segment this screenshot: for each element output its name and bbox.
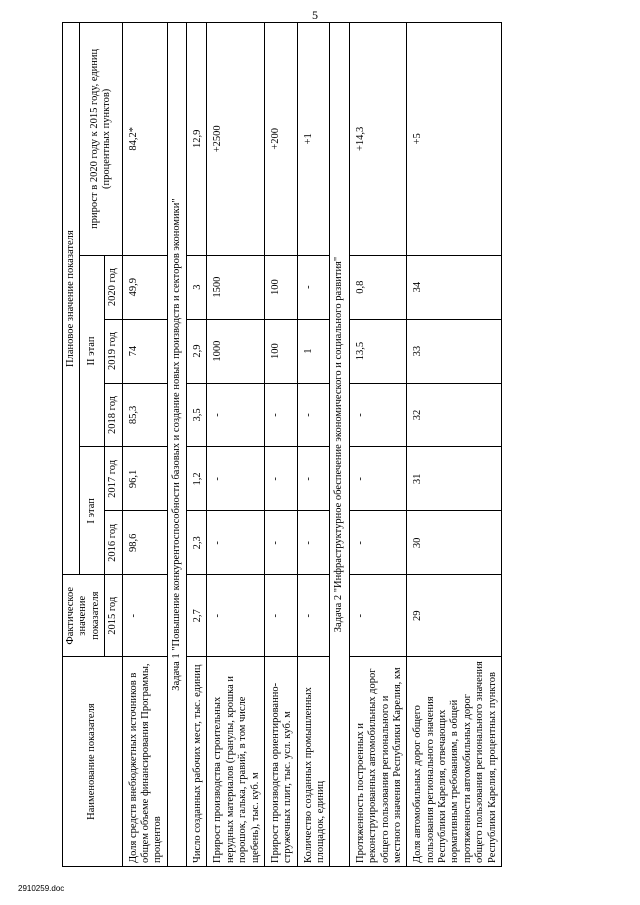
indicator-name: Прирост производства строительных нерудных материалов (гранулы, крошка и порошок, галька, гравий, в том числе щебень), тыс. куб. м — [207, 657, 265, 867]
table-row — [122, 23, 167, 867]
indicator-value: - — [297, 575, 330, 657]
indicator-value: 3,5 — [187, 383, 207, 447]
table-row — [297, 23, 330, 867]
indicator-value: 31 — [407, 447, 502, 511]
indicator-value: - — [297, 383, 330, 447]
indicator-value: 2,9 — [187, 319, 207, 383]
indicator-value: - — [207, 511, 265, 575]
indicator-value: - — [349, 575, 407, 657]
indicator-value: 1 — [297, 319, 330, 383]
indicator-value: 34 — [407, 255, 502, 319]
indicator-value: 3 — [187, 255, 207, 319]
growth-value: +5 — [407, 23, 502, 256]
header-year: 2020 год — [105, 255, 122, 319]
indicator-value: - — [122, 575, 167, 657]
indicator-value: - — [207, 575, 265, 657]
table-row — [407, 23, 502, 867]
table-row — [264, 23, 297, 867]
header-year: 2019 год — [105, 319, 122, 383]
indicator-value: 100 — [264, 255, 297, 319]
table-row — [207, 23, 265, 867]
indicator-value: - — [207, 383, 265, 447]
task-row — [167, 23, 186, 867]
indicator-value: - — [349, 511, 407, 575]
indicator-value: - — [207, 447, 265, 511]
header-fact: Фактическое значение показателя — [63, 575, 105, 657]
indicator-value: - — [264, 575, 297, 657]
indicator-name: Количество созданных промышленных площадок, единиц — [297, 657, 330, 867]
indicator-value: - — [297, 255, 330, 319]
growth-value: 12,9 — [187, 23, 207, 256]
indicator-value: - — [264, 383, 297, 447]
growth-value: +2500 — [207, 23, 265, 256]
header-year: 2015 год — [105, 575, 122, 657]
indicator-value: 49,9 — [122, 255, 167, 319]
indicator-value: 30 — [407, 511, 502, 575]
indicator-value: - — [349, 383, 407, 447]
header-stage-1: I этап — [80, 447, 105, 575]
growth-value: 84,2* — [122, 23, 167, 256]
indicator-value: - — [264, 511, 297, 575]
header-stage-2: II этап — [80, 255, 105, 447]
growth-value: +1 — [297, 23, 330, 256]
indicator-value: 85,3 — [122, 383, 167, 447]
indicator-value: 2,3 — [187, 511, 207, 575]
indicator-value: 0,8 — [349, 255, 407, 319]
footer-filename: 2910259.doc — [18, 884, 65, 893]
indicator-value: 1000 — [207, 319, 265, 383]
header-growth: прирост в 2020 году к 2015 году, единиц (процентных пунктов) — [80, 23, 122, 256]
header-year: 2018 год — [105, 383, 122, 447]
indicator-value: 33 — [407, 319, 502, 383]
indicators-table — [62, 22, 502, 867]
page-number: 5 — [312, 8, 318, 22]
indicator-value: - — [349, 447, 407, 511]
task-row — [330, 23, 349, 867]
indicator-value: - — [297, 447, 330, 511]
indicator-name: Прирост производства ориентированно-стружечных плит, тыс. усл. куб. м — [264, 657, 297, 867]
indicator-name: Доля автомобильных дорог общего пользования регионального значения Республики Карелия, отвечающих нормативным требованиям, в общей протяженности автомобильных дорог общего пользования регионального значения Республики Карелия, процентных пунктов — [407, 657, 502, 867]
indicator-value: 29 — [407, 575, 502, 657]
indicator-value: - — [264, 447, 297, 511]
header-row-1 — [63, 23, 80, 867]
table-row — [349, 23, 407, 867]
task-title: Задача 2 "Инфраструктурное обеспечение экономического и социального развития" — [330, 23, 349, 867]
growth-value: +200 — [264, 23, 297, 256]
growth-value: +14,3 — [349, 23, 407, 256]
indicator-value: 2,7 — [187, 575, 207, 657]
indicator-name: Доля средств внебюджетных источников в общем объеме финансирования Программы, процентов — [122, 657, 167, 867]
indicator-value: 96,1 — [122, 447, 167, 511]
indicator-value: 74 — [122, 319, 167, 383]
indicator-value: 98,6 — [122, 511, 167, 575]
header-year: 2016 год — [105, 511, 122, 575]
indicator-value: 1,2 — [187, 447, 207, 511]
task-title: Задача 1 "Повышение конкурентоспособности базовых и создание новых производств и секторов экономики" — [167, 23, 186, 867]
indicator-value: - — [297, 511, 330, 575]
header-plan: Плановое значение показателя — [63, 23, 80, 575]
header-year: 2017 год — [105, 447, 122, 511]
header-name: Наименование показателя — [63, 657, 123, 867]
indicator-name: Протяженность построенных и реконструированных автомобильных дорог общего пользования регионального и местного значения Республики Карелия, км — [349, 657, 407, 867]
indicator-value: 13,5 — [349, 319, 407, 383]
indicator-name: Число созданных рабочих мест, тыс. единиц — [187, 657, 207, 867]
indicator-value: 1500 — [207, 255, 265, 319]
indicator-value: 32 — [407, 383, 502, 447]
indicator-value: 100 — [264, 319, 297, 383]
table-row — [187, 23, 207, 867]
